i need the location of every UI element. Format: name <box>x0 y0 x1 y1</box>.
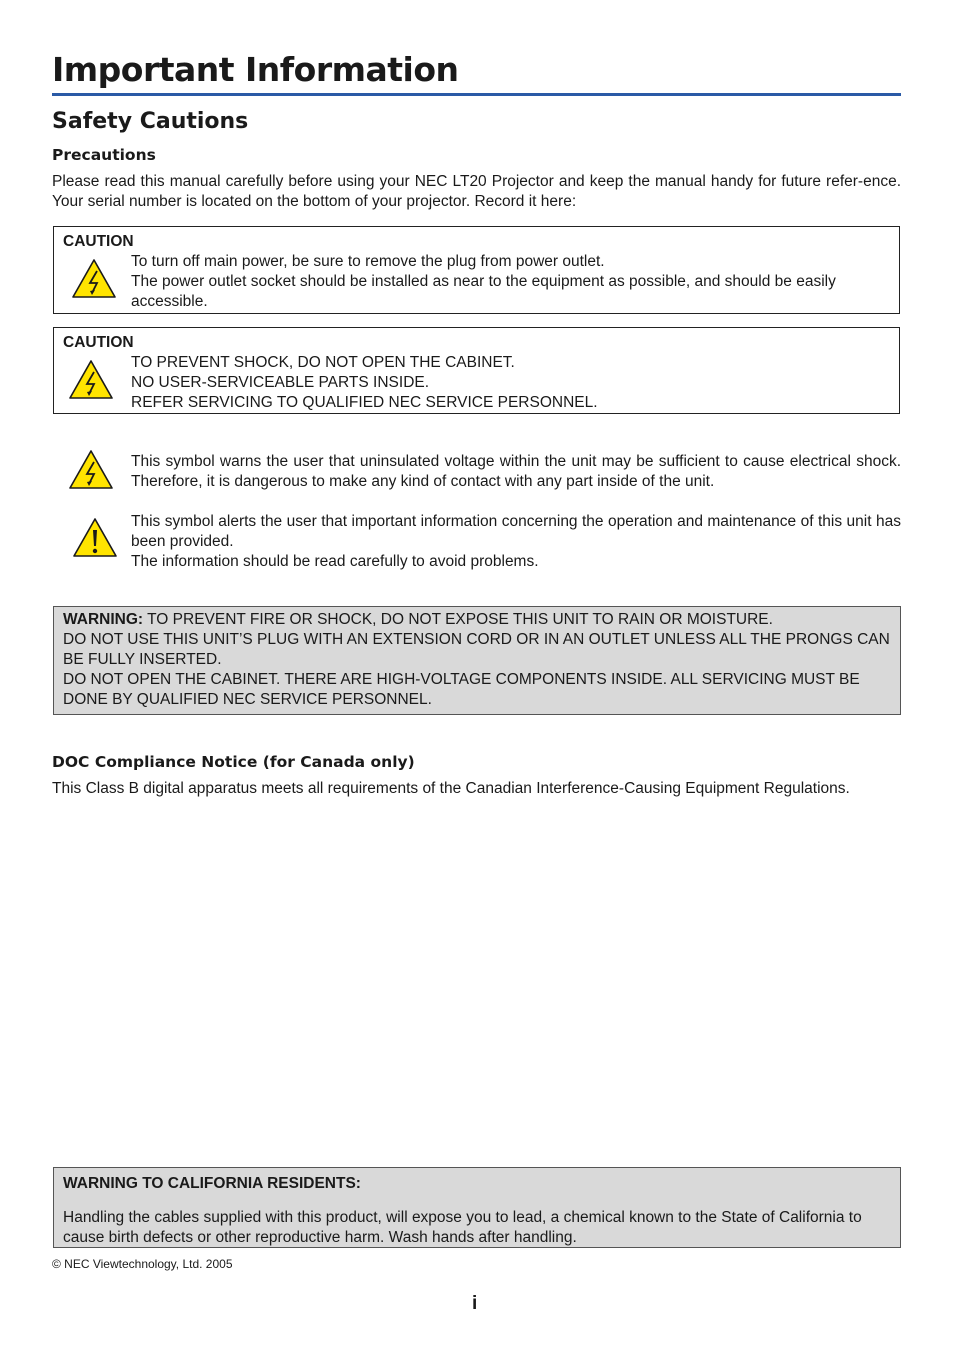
precautions-text: Please read this manual carefully before using your NEC LT20 Projector and keep the manual handy for future refer-ence. Your serial number is located on the bottom of your projector. Record it here: <box>52 173 901 210</box>
warning-line: DO NOT OPEN THE CABINET. THERE ARE HIGH-VOLTAGE COMPONENTS INSIDE. ALL SERVICING MUST BE DONE BY QUALIFIED NEC SERVICE PERSONNEL. <box>63 671 860 708</box>
warning-box <box>53 606 901 715</box>
electric-shock-warning-icon <box>68 448 116 490</box>
caution-line: The power outlet socket should be installed as near to the equipment as possible, and should be easily accessible. <box>131 273 836 310</box>
warning-line <box>63 610 891 630</box>
copyright: © NEC Viewtechnology, Ltd. 2005 <box>52 1257 233 1271</box>
electric-shock-warning-icon <box>68 358 116 400</box>
caution-line: REFER SERVICING TO QUALIFIED NEC SERVICE PERSONNEL. <box>131 394 598 411</box>
page-number: i <box>472 1293 478 1314</box>
precautions-heading: Precautions <box>52 146 156 164</box>
doc-compliance-heading: DOC Compliance Notice (for Canada only) <box>52 753 415 771</box>
california-warning-title: WARNING TO CALIFORNIA RESIDENTS: <box>63 1175 361 1192</box>
exclamation-warning-icon <box>72 516 120 558</box>
california-warning-box <box>53 1167 901 1248</box>
caution-line: To turn off main power, be sure to remove the plug from power outlet. <box>131 253 605 270</box>
electric-shock-warning-icon <box>71 257 119 299</box>
attention-symbol-text <box>131 512 901 572</box>
caution-box-power <box>53 226 900 314</box>
caution-label: CAUTION <box>63 334 134 351</box>
caution-label: CAUTION <box>63 233 134 250</box>
attention-text-line: The information should be read carefully to avoid problems. <box>131 553 539 570</box>
caution-line: TO PREVENT SHOCK, DO NOT OPEN THE CABINET. <box>131 354 515 371</box>
title-rule <box>52 93 901 96</box>
caution-lines <box>131 252 890 312</box>
voltage-symbol-text: This symbol warns the user that uninsulated voltage within the unit may be sufficient to cause electrical shock. Therefore, it is dangerous to make any kind of contact with any part inside of the unit. <box>131 453 901 490</box>
california-warning-text: Handling the cables supplied with this product, will expose you to lead, a chemical known to the State of California to cause birth defects or other reproductive harm. Wash hands after handling. <box>63 1209 862 1246</box>
attention-text-line: This symbol alerts the user that important information concerning the operation and maintenance of this unit has been provided. <box>131 513 901 550</box>
section-title: Safety Cautions <box>52 109 249 134</box>
warning-line: DO NOT USE THIS UNIT’S PLUG WITH AN EXTENSION CORD OR IN AN OUTLET UNLESS ALL THE PRONGS CAN BE FULLY INSERTED. <box>63 631 890 668</box>
warning-label: WARNING: <box>63 611 144 628</box>
caution-lines <box>131 353 890 413</box>
doc-compliance-text: This Class B digital apparatus meets all requirements of the Canadian Interference-Causing Equipment Regulations. <box>52 780 850 797</box>
caution-line: NO USER-SERVICEABLE PARTS INSIDE. <box>131 374 430 391</box>
warning-text: TO PREVENT FIRE OR SHOCK, DO NOT EXPOSE THIS UNIT TO RAIN OR MOISTURE. <box>147 611 773 628</box>
page-title: Important Information <box>52 50 459 89</box>
caution-box-shock <box>53 327 900 414</box>
